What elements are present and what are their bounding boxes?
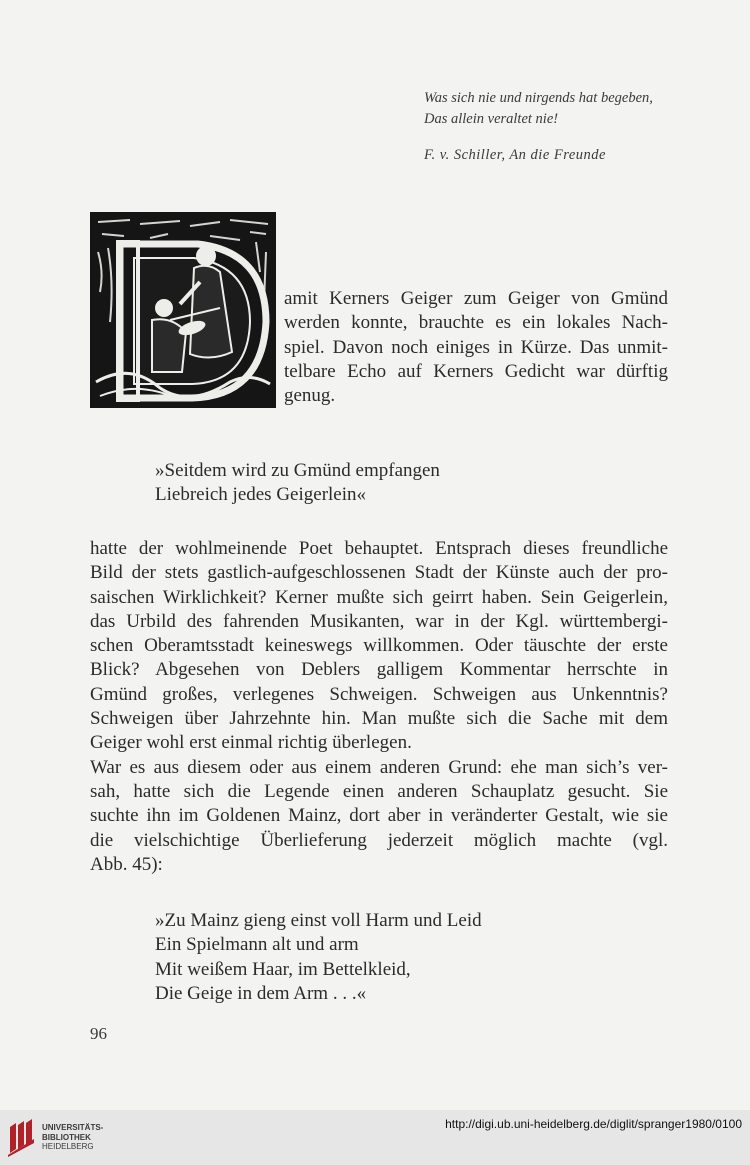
text-line: Bild der stets gastlich-aufgeschlossenen Stadt der Künste auch der pro-: [90, 562, 668, 584]
text-line: Schweigen über Jahrzehnte hin. Man mußte sich die Sache mit dem: [90, 708, 668, 730]
verse-line: »Seitdem wird zu Gmünd empfangen: [155, 460, 440, 481]
text-line: Geiger wohl erst einmal richtig überlegen.: [90, 732, 412, 754]
text-line: hatte der wohlmeinende Poet behauptet. Entsprach dieses freundliche: [90, 538, 668, 559]
epigraph-attribution: F. v. Schiller, An die Freunde: [424, 147, 606, 163]
epigraph-line-2: Das allein veraltet nie!: [424, 111, 559, 127]
source-url-link[interactable]: http://digi.ub.uni-heidelberg.de/diglit/spranger1980/0100: [445, 1117, 742, 1131]
text-line: Blick? Abgesehen von Deblers galligem Kommentar herrschte in: [90, 659, 668, 681]
text-line: schen Oberamtsstadt keineswegs willkommen. Oder täuschte der erste: [90, 635, 668, 657]
decorated-initial-d-woodcut: [90, 212, 276, 408]
verse-line: Mit weißem Haar, im Bettelkleid,: [155, 958, 411, 980]
verse-quote-2: [155, 909, 482, 1006]
text-line: War es aus diesem oder aus einem anderen Grund: ehe man sich’s ver-: [90, 756, 668, 778]
main-paragraph: [90, 537, 668, 877]
text-line: genug.: [284, 385, 336, 407]
library-name-line: HEIDELBERG: [42, 1142, 94, 1151]
text-line: sah, hatte sich die Legende einen anderen Schauplatz gesucht. Sie: [90, 780, 668, 802]
text-line: werden konnte, brauchte es ein lokales Nach-: [284, 312, 668, 334]
epigraph-line-1: Was sich nie und nirgends hat begeben,: [424, 90, 653, 106]
library-name: [42, 1123, 103, 1152]
university-library-logo-icon: [8, 1119, 36, 1157]
epigraph: [424, 88, 744, 166]
text-line: Gmünd großes, verlegenes Schweigen. Schweigen aus Unkenntnis?: [90, 683, 668, 705]
library-name-line: BIBLIOTHEK: [42, 1132, 91, 1142]
verse-quote-1: [155, 459, 440, 508]
intro-paragraph: [284, 287, 668, 408]
text-line: spiel. Davon noch einiges in Kürze. Das unmit-: [284, 336, 668, 358]
page-number: 96: [90, 1024, 107, 1043]
text-line: saischen Wirklichkeit? Kerner mußte sich geirrt haben. Sein Geigerlein,: [90, 586, 668, 608]
text-line: die vielschichtige Überlieferung jederzeit möglich machte (vgl.: [90, 829, 668, 851]
verse-line: »Zu Mainz gieng einst voll Harm und Leid: [155, 910, 482, 931]
verse-line: Ein Spielmann alt und arm: [155, 934, 359, 956]
verse-line: Liebreich jedes Geigerlein«: [155, 484, 367, 506]
text-line: Abb. 45):: [90, 853, 163, 875]
text-line: suchte ihn im Goldenen Mainz, dort aber in veränderter Gestalt, wie sie: [90, 805, 668, 827]
verse-line: Die Geige in dem Arm . . .«: [155, 982, 367, 1004]
library-name-line: UNIVERSITÄTS-: [42, 1123, 104, 1132]
text-line: telbare Echo auf Kerners Gedicht war dürftig: [284, 360, 668, 382]
text-line: amit Kerners Geiger zum Geiger von Gmünd: [284, 288, 668, 309]
text-line: das Urbild des fahrenden Musikanten, war in der Kgl. württembergi-: [90, 610, 668, 632]
